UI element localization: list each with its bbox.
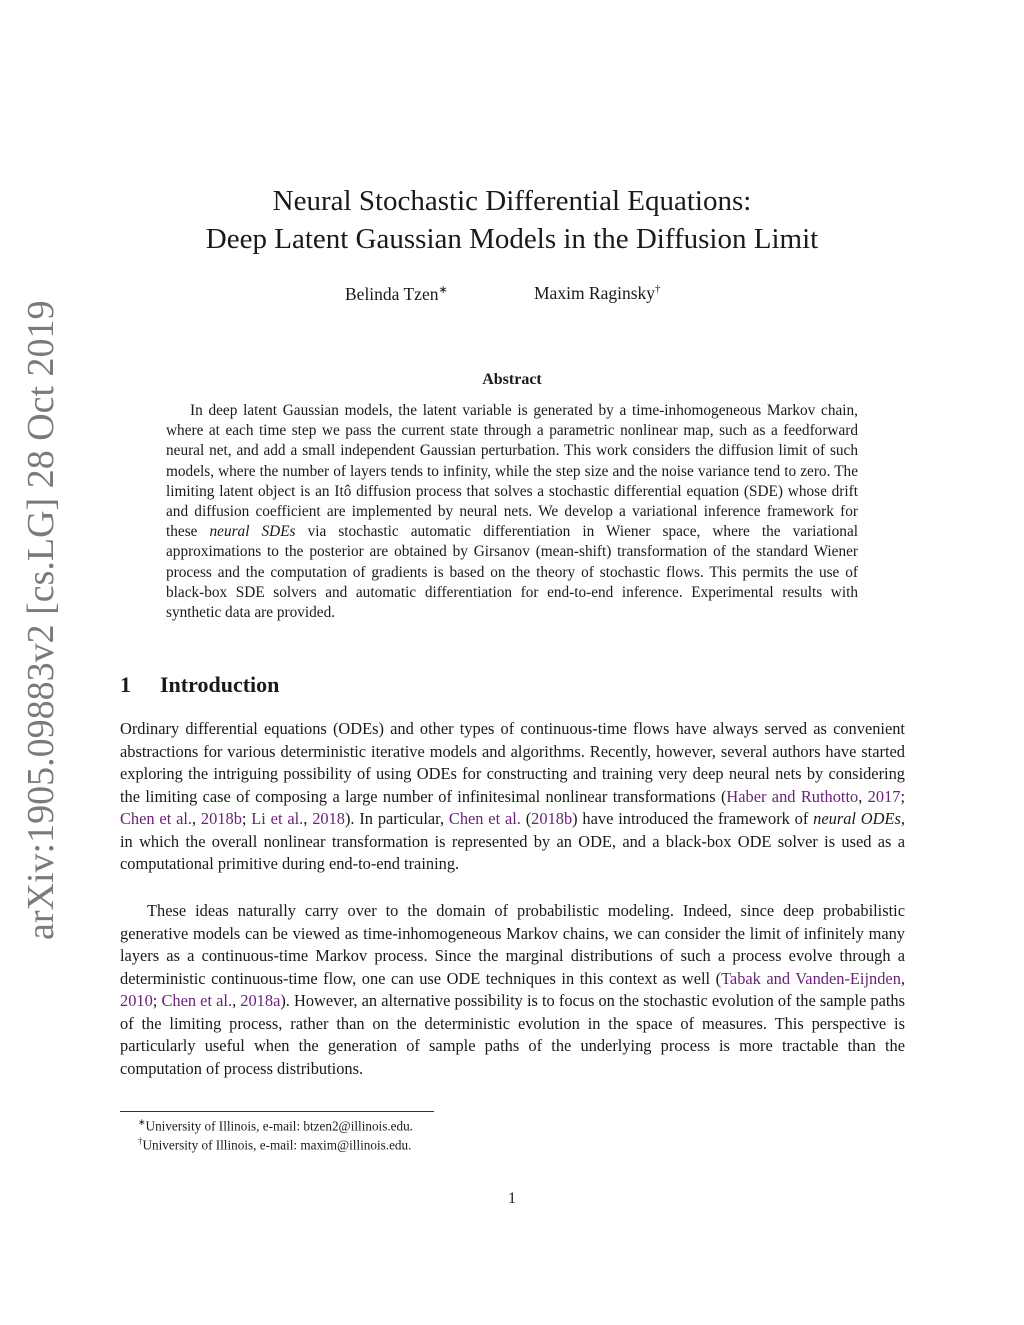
paragraph-text: , in which the overall nonlinear transformation is represented by an ODE, and a black-box ODE solver is used as a computational primitive during end-to-end training.: [120, 809, 905, 873]
paragraph-text: ,: [303, 809, 313, 828]
paragraph-text: ,: [232, 991, 241, 1010]
paragraph-text: (: [520, 809, 532, 828]
intro-paragraph-1: [120, 718, 905, 876]
author-2: [534, 283, 661, 304]
footnote-divider: [120, 1111, 434, 1112]
title-line-2: Deep Latent Gaussian Models in the Diffusion Limit: [205, 223, 819, 255]
citation-link[interactable]: Chen et al.: [448, 809, 521, 828]
paragraph-text: Ordinary differential equations (ODEs) and other types of continuous-time flows have always served as convenient abstractions for various deterministic iterative models and algorithms. Recently, however, several authors have started exploring the intriguing possibility of using ODEs for constructing and training very deep neural nets by considering the limiting case of composing a large number of infinitesimal nonlinear transformations (: [120, 719, 905, 806]
paragraph-text: These ideas naturally carry over to the domain of probabilistic modeling. Indeed, since deep probabilistic generative models can be viewed as time-inhomogeneous Markov chains, we can consider the limit of infinitely many layers as a continuous-time Markov process. Since the marginal distributions of such a process evolve through a deterministic continuous-time flow, one can use ODE techniques in this context as well (: [120, 901, 905, 988]
section-heading-introduction: [120, 672, 279, 698]
citation-link[interactable]: Li et al.: [251, 809, 304, 828]
author-1: [345, 283, 448, 305]
paragraph-text: ). However, an alternative possibility is to focus on the stochastic evolution of the sample paths of the limiting process, rather than on the deterministic evolution in the space of measures. This perspective is particularly useful when the generation of sample paths of the underlying process is more tractable than the computation of process distributions.: [120, 991, 905, 1078]
footnote-2: [138, 1136, 411, 1153]
citation-link[interactable]: Chen et al.: [120, 809, 192, 828]
abstract-text: [166, 401, 858, 623]
paragraph-text: ,: [858, 786, 868, 806]
title-line-1: Neural Stochastic Differential Equations:: [272, 185, 752, 217]
citation-year-link[interactable]: 2018b: [200, 809, 242, 828]
footnote-text: University of Illinois, e-mail: maxim@illinois.edu.: [142, 1137, 412, 1153]
citation-year-link[interactable]: 2018a: [240, 991, 281, 1010]
footnote-mark: ∗: [138, 1117, 146, 1127]
footnote-text: University of Illinois, e-mail: btzen2@illinois.edu.: [145, 1118, 413, 1134]
paragraph-text: ;: [900, 786, 905, 806]
author-name: Belinda Tzen: [345, 283, 439, 304]
citation-link[interactable]: Tabak and Vanden-Eijnden: [721, 968, 901, 988]
abstract-heading: Abstract: [482, 371, 542, 388]
section-number: 1: [120, 672, 131, 697]
abstract-emphasis: neural SDEs: [209, 523, 296, 541]
citation-year-link[interactable]: 2018: [312, 809, 345, 828]
author-footnote-mark: †: [655, 283, 661, 296]
paragraph-text: ;: [241, 809, 252, 828]
author-footnote-mark: ∗: [438, 284, 448, 296]
paragraph-text: ) have introduced the framework of: [572, 809, 814, 828]
author-name: Maxim Raginsky: [534, 283, 656, 303]
citation-year-link[interactable]: 2017: [867, 786, 901, 806]
abstract-text-part: via stochastic automatic differentiation in Wiener space, where the variational approximations to the posterior are obtained by Girsanov (mean-shift) transformation of the standard Wiener process and the computation of gradients is based on the theory of stochastic flows. This permits the use of black-box SDE solvers and automatic differentiation for end-to-end inference. Experimental results with synthetic data are provided.: [166, 523, 858, 622]
citation-year-link[interactable]: 2018b: [531, 809, 573, 828]
footnote-mark: †: [138, 1136, 143, 1146]
citation-link[interactable]: Chen et al.: [161, 991, 233, 1010]
intro-paragraph-2: [120, 900, 905, 1080]
paragraph-text: ). In particular,: [344, 809, 449, 828]
arxiv-identifier-stamp: arXiv:1905.09883v2 [cs.LG] 28 Oct 2019: [20, 300, 62, 940]
abstract-text-part: In deep latent Gaussian models, the latent variable is generated by a time-inhomogeneous Markov chain, where at each time step we pass the current state through a parametric nonlinear map, such as a feedforward neural net, and add a small independent Gaussian perturbation. This work considers the diffusion limit of such models, where the number of layers tends to infinity, while the step size and the noise variance tend to zero. The limiting latent object is an Itô diffusion process that solves a stochastic differential equation (SDE) whose drift and diffusion coefficient are implemented by neural nets. We develop a variational inference framework for these: [166, 402, 858, 541]
citation-year-link[interactable]: 2010: [120, 991, 153, 1010]
footnote-1: [138, 1117, 413, 1134]
paragraph-text: ,: [900, 968, 905, 988]
paragraph-text: ,: [192, 809, 201, 828]
citation-link[interactable]: Haber and Ruthotto: [726, 786, 859, 806]
paragraph-emphasis: neural ODEs: [813, 809, 901, 828]
page-number: 1: [508, 1190, 516, 1207]
section-title: Introduction: [160, 672, 280, 697]
paragraph-text: ;: [152, 991, 162, 1010]
